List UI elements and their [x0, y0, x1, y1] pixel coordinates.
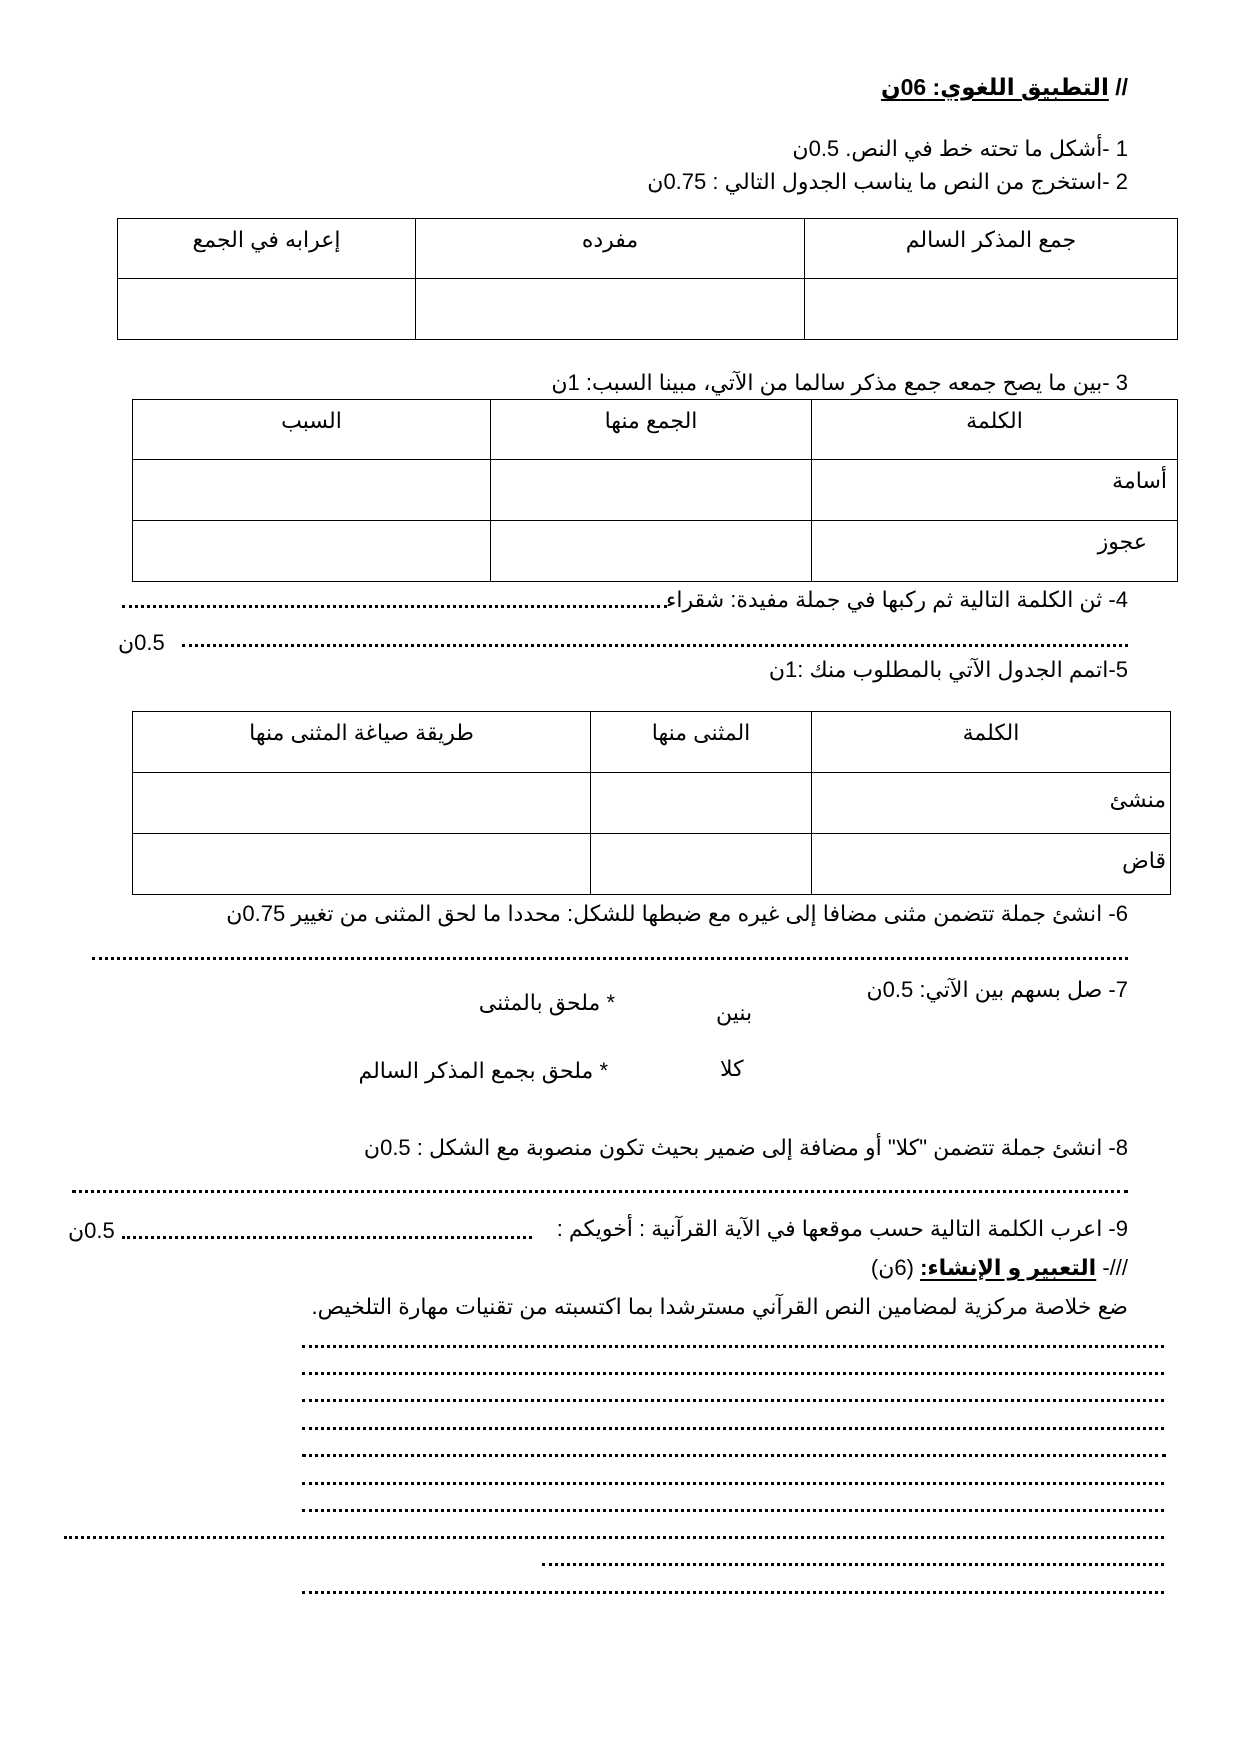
section-expression-title	[871, 1257, 1128, 1279]
question-2: 2 -استخرج من النص ما يناسب الجدول التالي : 0.75ن	[647, 169, 1128, 194]
answer-cell[interactable]	[591, 834, 812, 895]
word-cell: قاض	[812, 834, 1171, 895]
table-header: إعرابه في الجمع	[118, 219, 416, 279]
question-8: 8- انشئ جملة تتضمن "كلا" أو مضافة إلى ضمير بحيث تكون منصوبة مع الشكل : 0.5ن	[363, 1135, 1128, 1160]
table-plural	[117, 218, 1178, 340]
writing-line[interactable]	[302, 1591, 1164, 1594]
question-1: 1 -أشكل ما تحته خط في النص. 0.5ن	[792, 136, 1128, 161]
section-title	[881, 76, 1128, 99]
question-7: 7- صل بسهم بين الآتي: 0.5ن	[866, 977, 1128, 1002]
writing-line[interactable]	[542, 1563, 1164, 1566]
word-cell: أسامة	[812, 460, 1178, 521]
title-text: التطبيق اللغوي: 06ن	[880, 74, 1109, 100]
title-prefix: //	[1115, 74, 1128, 100]
expression-instruction: ضع خلاصة مركزية لمضامين النص القرآني مسترشدا بما اكتسبته من تقنيات مهارة التلخيص.	[311, 1294, 1128, 1319]
answer-cell[interactable]	[805, 279, 1178, 340]
match-word[interactable]: كلا	[720, 1056, 744, 1081]
writing-line[interactable]	[64, 1536, 1164, 1539]
answer-line	[92, 957, 1128, 960]
answer-cell[interactable]	[118, 279, 416, 340]
writing-line[interactable]	[302, 1454, 1166, 1457]
table-header: الكلمة	[812, 712, 1171, 773]
table-header: المثنى منها	[591, 712, 812, 773]
word-cell: عجوز	[812, 521, 1178, 582]
question-9: 9- اعرب الكلمة التالية حسب موقعها في الآية القرآنية : أخويكم :	[556, 1216, 1128, 1241]
section-title-text: التعبير و الإنشاء:	[920, 1255, 1097, 1280]
question-5: 5-اتمم الجدول الآتي بالمطلوب منك :1ن	[768, 657, 1128, 682]
answer-line	[122, 1236, 532, 1239]
table-header: جمع المذكر السالم	[805, 219, 1178, 279]
writing-line[interactable]	[302, 1509, 1164, 1512]
match-option[interactable]: * ملحق بالمثنى	[478, 990, 615, 1015]
section-points: (6ن)	[870, 1255, 921, 1280]
match-option[interactable]: * ملحق بجمع المذكر السالم	[358, 1058, 608, 1083]
answer-cell[interactable]	[133, 521, 491, 582]
word-cell: منشئ	[812, 773, 1171, 834]
answer-cell[interactable]	[416, 279, 805, 340]
writing-line[interactable]	[302, 1345, 1164, 1348]
answer-line	[182, 644, 1128, 647]
question-3: 3 -بين ما يصح جمعه جمع مذكر سالما من الآتي، مبينا السبب: 1ن	[551, 370, 1128, 395]
writing-line[interactable]	[302, 1482, 1164, 1485]
table-dual	[132, 711, 1171, 895]
answer-cell[interactable]	[133, 834, 591, 895]
section-prefix: ///-	[1096, 1255, 1128, 1280]
table-sound-plural	[132, 399, 1178, 582]
question-4-points: 0.5ن	[118, 630, 165, 655]
writing-line[interactable]	[302, 1399, 1164, 1402]
table-header: الكلمة	[812, 400, 1178, 460]
match-word[interactable]: بنين	[716, 1000, 753, 1025]
answer-line	[72, 1190, 1128, 1193]
answer-cell[interactable]	[133, 460, 491, 521]
table-header: مفرده	[416, 219, 805, 279]
writing-line[interactable]	[302, 1427, 1164, 1430]
writing-line[interactable]	[302, 1372, 1164, 1375]
answer-cell[interactable]	[133, 773, 591, 834]
question-6: 6- انشئ جملة تتضمن مثنى مضافا إلى غيره مع ضبطها للشكل: محددا ما لحق المثنى من تغيير 0.75ن	[226, 901, 1128, 926]
answer-cell[interactable]	[491, 521, 812, 582]
question-9-points: 0.5ن	[68, 1218, 115, 1243]
answer-cell[interactable]	[591, 773, 812, 834]
table-header: السبب	[133, 400, 491, 460]
answer-line	[122, 605, 667, 608]
answer-cell[interactable]	[491, 460, 812, 521]
table-header: طريقة صياغة المثنى منها	[133, 712, 591, 773]
question-4: 4- ثن الكلمة التالية ثم ركبها في جملة مفيدة: شقراء	[665, 587, 1128, 612]
table-header: الجمع منها	[491, 400, 812, 460]
